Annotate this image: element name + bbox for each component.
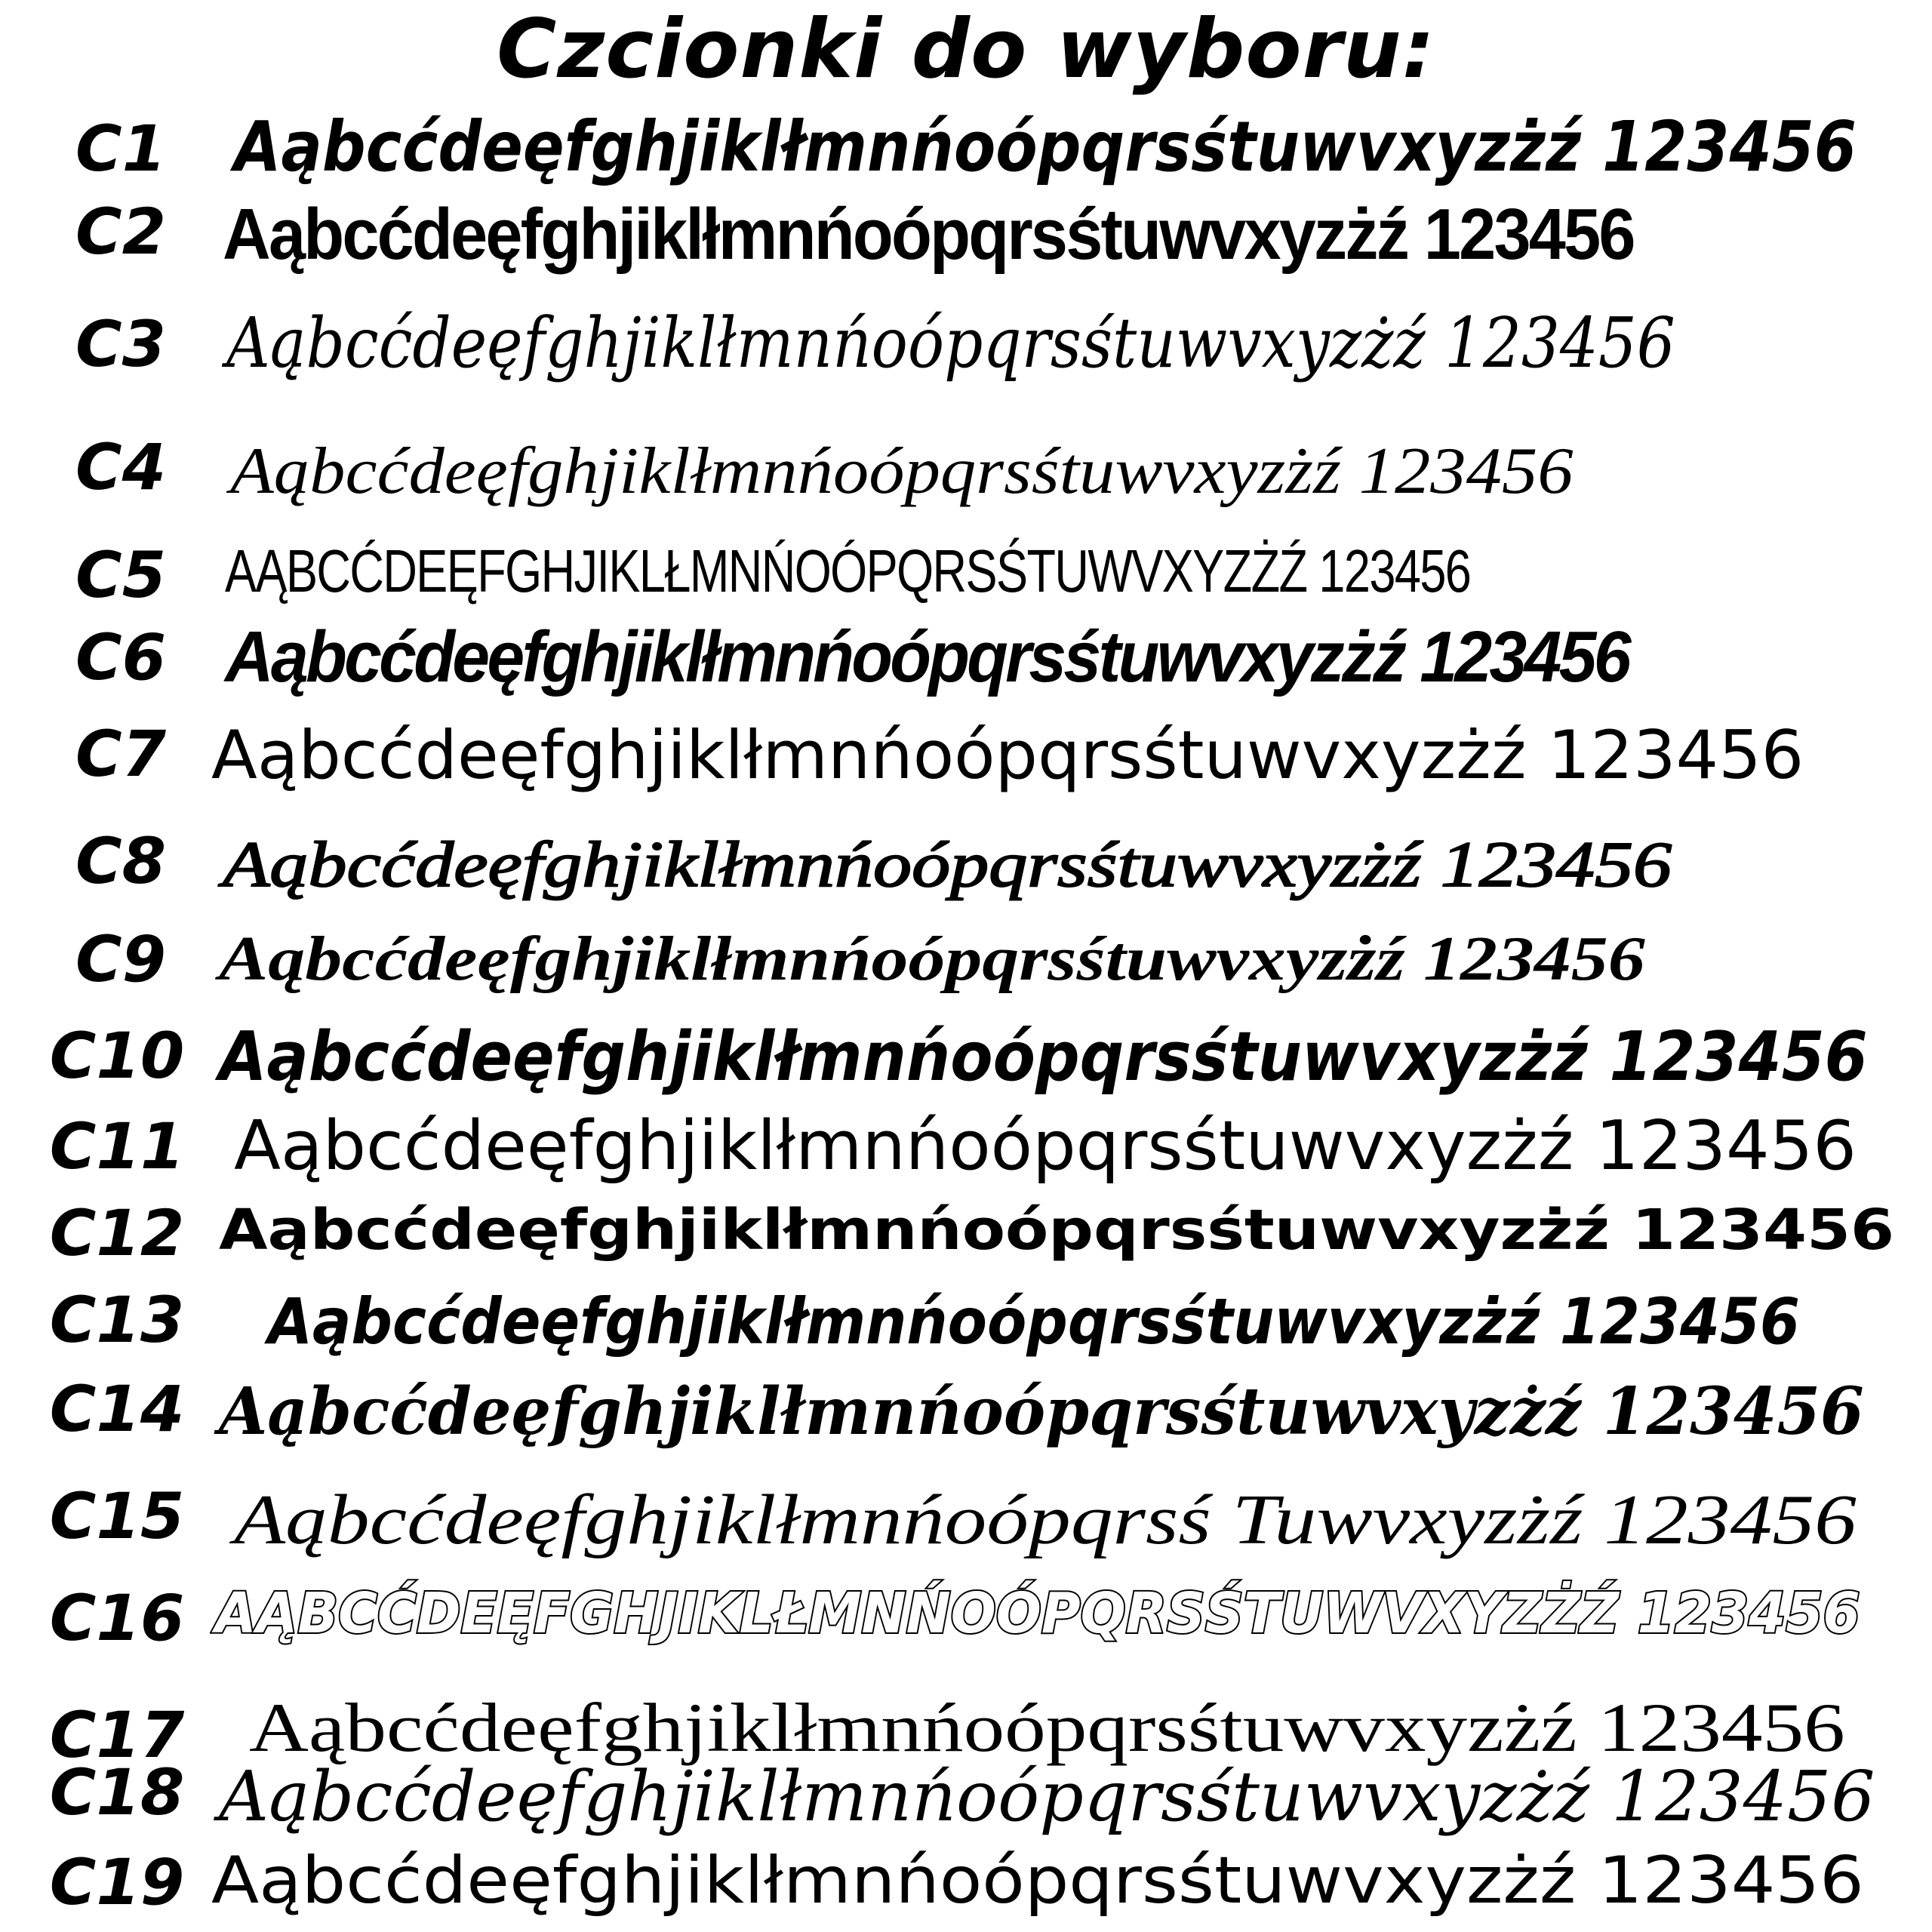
font-sample: Aąbcćdeęfghjiklłmnńoópqrsśtuwvxyzżź 123456 xyxy=(219,924,1645,994)
font-sample: Aąbcćdeęfghjiklłmnńoópqrsśtuwvxyzżź 123456 xyxy=(219,1374,1864,1450)
font-code: C4 xyxy=(75,430,167,504)
page-title: Czcionki do wyboru: xyxy=(497,2,1435,97)
font-code: C9 xyxy=(75,922,167,996)
font-code: C3 xyxy=(75,307,167,381)
font-code: C2 xyxy=(75,195,167,269)
font-sample: Aąbcćdeęfghjiklłmnńoópqrsśtuwvxyzżź 123456 xyxy=(249,1689,1845,1766)
font-row-c7 xyxy=(0,717,1932,800)
font-row-c16 xyxy=(0,1581,1932,1664)
font-code: C19 xyxy=(49,1845,185,1919)
font-row-c11 xyxy=(0,1106,1932,1192)
font-row-c18 xyxy=(0,1755,1932,1841)
font-sample: Aąbcćdeęfghjiklłmnńoópqrsśtuwvxyzżź 123456 xyxy=(219,1756,1875,1837)
font-row-c12 xyxy=(0,1196,1932,1279)
font-row-c1 xyxy=(0,106,1932,189)
font-row-c9 xyxy=(0,922,1932,1005)
font-row-c5 xyxy=(0,534,1932,617)
font-sample: Aąbcćdeęfghjiklłmnńoópqrsśtuwvxyzżź 123456 xyxy=(211,716,1804,794)
font-sample: AĄBCĆDEĘFGHJIKLŁMNŃOÓPQRSŚTUWVXYZŻŹ 123456 xyxy=(215,1581,1860,1646)
font-row-c6 xyxy=(0,617,1932,703)
font-code: C12 xyxy=(49,1196,185,1270)
font-code: C8 xyxy=(75,824,167,898)
font-sample: Aąbcćdeęfghjiklłmnńoópqrsśtuwvxyzżź 123456 xyxy=(219,1198,1895,1263)
font-sample: Aąbcćdeęfghjiklłmnńoópqrsśtuwvxyzżź 123456 xyxy=(211,1843,1864,1918)
font-row-c15 xyxy=(0,1479,1932,1570)
font-sample: Aąbcćdeęfghjiklłmnńoópqrsśtuwvxyzżź 123456 xyxy=(225,617,1629,697)
font-sample: Aąbcćdeęfghjiklłmnńoópqrsśtuwvxyzżź 123456 xyxy=(223,194,1634,275)
font-sample: Aąbcćdeęfghjiklłmnńoópqrsśtuwvxyzżź 123456 xyxy=(230,435,1574,508)
font-sample: Aąbcćdeęfghjiklłmnńoópqrsśtuwvxyzżź 123456 xyxy=(219,1017,1868,1097)
font-sample: Aąbcćdeęfghjiklłmnńoópqrsśtuwvxyzżź 123456 xyxy=(223,828,1672,900)
font-code: C16 xyxy=(49,1581,185,1655)
font-sample: Aąbcćdeęfghjiklłmnńoópqrsśtuwvxyzżź 123456 xyxy=(234,1106,1857,1186)
font-code: C13 xyxy=(49,1283,185,1357)
font-sample: Aąbcćdeęfghjiklłmnńoópqrsśtuwvxyzżź 123456 xyxy=(268,1284,1800,1358)
font-row-c3 xyxy=(0,298,1932,396)
font-row-c8 xyxy=(0,824,1932,907)
font-row-c2 xyxy=(0,195,1932,278)
font-sample: Aąbcćdeęfghjiklłmnńoópqrsśtuwvxyzżź 123456 xyxy=(226,303,1675,383)
font-code: C7 xyxy=(75,717,167,791)
font-code: C5 xyxy=(75,538,167,612)
font-sample: Aąbcćdeęfghjiklłmnńoópqrsś Tuwvxyzżź 123456 xyxy=(234,1481,1857,1559)
font-code: C6 xyxy=(75,620,167,694)
font-row-c19 xyxy=(0,1845,1932,1928)
font-row-c10 xyxy=(0,1019,1932,1102)
font-sample: AĄBCĆDEĘFGHJIKLŁMNŃOÓPQRSŚTUWVXYZŻŹ 123456 xyxy=(225,537,1471,605)
font-code: C17 xyxy=(49,1698,185,1772)
font-row-c13 xyxy=(0,1283,1932,1366)
font-code: C1 xyxy=(75,112,167,186)
font-sample: Aąbcćdeęfghjiklłmnńoópqrsśtuwvxyzżź 123456 xyxy=(234,106,1857,187)
font-code: C11 xyxy=(49,1109,185,1183)
font-code: C14 xyxy=(49,1372,185,1446)
font-row-c4 xyxy=(0,430,1932,513)
font-code: C15 xyxy=(49,1479,185,1553)
font-code: C18 xyxy=(49,1755,185,1829)
font-code: C10 xyxy=(49,1019,185,1093)
font-row-c14 xyxy=(0,1372,1932,1455)
